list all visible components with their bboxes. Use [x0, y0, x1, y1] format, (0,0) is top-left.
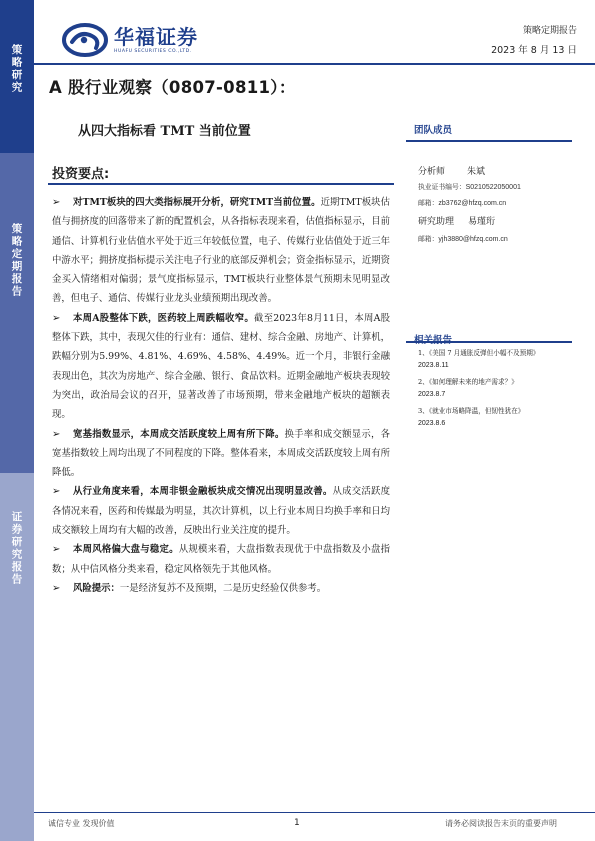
- company-logo: [62, 22, 198, 58]
- key-point-lead: 从行业角度来看，本周非银金融板块成交情况出现明显改善。: [73, 486, 333, 498]
- report-type: 策略定期报告: [522, 26, 577, 36]
- side-label-strategy: 策略研究: [0, 0, 34, 153]
- related-report-item[interactable]: [418, 376, 568, 398]
- key-point-text: 一是经济复苏不及预期，二是历史经验仅供参考。: [119, 582, 327, 594]
- key-point-text: 截至2023年8月11日，本周A股整体下跌，其中，表现欠佳的行业有：通信、建材、综合金融、房地产、计算机，跌幅分别为5.99%、4.81%、4.69%、4.58%、4.49%。近一个月，非银行金融表现出色，其次为房地产、综合金融、银行、食品饮料。近期金融地产板块表现较为突出，政治局会议的召开，显著改善了市场预期，带来金融地产板块的超额表现。: [52, 312, 390, 421]
- company-name-cn: 华福证券: [114, 25, 198, 49]
- related-report-title: 1、《美国 7 月通胀反弹但小幅不及预期》: [418, 349, 540, 357]
- footer-slogan: 诚信专业 发现价值: [48, 819, 115, 828]
- assistant-name: 易瑾珩: [468, 217, 496, 227]
- key-point-item: [52, 540, 390, 579]
- related-report-date: 2023.8.6: [418, 420, 446, 427]
- analyst-card: [418, 164, 521, 207]
- page-title: A 股行业观察（0807-0811）：: [49, 78, 296, 97]
- key-point-lead: 本周风格偏大盘与稳定。: [73, 544, 179, 556]
- related-report-date: 2023.8.11: [418, 362, 449, 369]
- arrow-bullet-icon: ➢: [52, 312, 61, 324]
- related-report-title: 2、《如何理解未来的地产需求？》: [418, 378, 518, 386]
- assistant-card: [418, 214, 508, 243]
- key-point-lead: 本周A股整体下跌，医药较上周跌幅收窄。: [73, 312, 254, 324]
- analyst-role: 分析师: [418, 167, 446, 177]
- header-divider: [34, 63, 595, 65]
- cert-number: S0210522050001: [465, 184, 521, 191]
- key-point-text: 近期TMT板块估值与拥挤度的回落带来了新的配置机会，从各指标表现来看，估值指标显示，目前通信、计算机行业估值水平处于近三年较低位置，电子、传媒行业估值处于近三年中游水平；拥挤度指标提示关注电子行业的底部反弹机会；资金指标显示，近期资金买入情绪相对偏弱；景气度指标显示，TMT板块行业整体景气预期未见明显改善，但电子、通信、传媒行业龙头业绩预期出现改善。: [52, 197, 390, 305]
- key-point-text: 换手率和成交额显示，各宽基指数较上周均出现了不同程度的下降。整体看来，本周成交活跃度较上周有所降低。: [52, 428, 390, 479]
- key-point-lead: 风险提示：: [73, 582, 120, 594]
- key-point-lead: 宽基指数显示，本周成交活跃度较上周有所下降。: [73, 428, 285, 440]
- logo-swirl-icon: [62, 22, 108, 58]
- key-point-item: [52, 579, 390, 598]
- assistant-email[interactable]: yjh3880@hfzq.com.cn: [438, 236, 508, 243]
- side-bar: [0, 0, 34, 841]
- side-label-periodic: 策略定期报告: [0, 153, 34, 473]
- assistant-role: 研究助理: [418, 217, 455, 227]
- related-report-title: 3、《就业市场略降温，但韧性犹在》: [418, 407, 525, 415]
- cert-label: 执业证书编号：: [418, 183, 466, 191]
- key-points-list: [52, 193, 390, 598]
- email-label: 邮箱：: [418, 199, 439, 207]
- key-point-item: [52, 193, 390, 309]
- arrow-bullet-icon: ➢: [52, 197, 61, 208]
- key-point-text: 从规模来看，大盘指数表现优于中盘指数及小盘指数；从中信风格分类来看，稳定风格领先于其他风格。: [52, 544, 390, 575]
- related-report-item[interactable]: [418, 347, 568, 369]
- footer-divider: [34, 812, 595, 813]
- related-reports-list: [418, 347, 568, 434]
- team-heading: 团队成员: [414, 125, 453, 136]
- key-point-item: [52, 482, 390, 540]
- arrow-bullet-icon: ➢: [52, 428, 61, 440]
- related-divider: [406, 341, 572, 343]
- analyst-email[interactable]: zb3762@hfzq.com.cn: [438, 200, 507, 207]
- related-reports-heading: [414, 332, 452, 346]
- team-divider: [406, 140, 572, 142]
- arrow-bullet-icon: ➢: [52, 486, 61, 498]
- report-date: 2023 年 8 月 13 日: [491, 45, 577, 56]
- email-label: 邮箱：: [418, 235, 439, 243]
- key-point-item: [52, 309, 390, 425]
- related-report-item[interactable]: [418, 405, 568, 427]
- arrow-bullet-icon: ➢: [52, 582, 61, 594]
- page-number: 1: [294, 818, 300, 828]
- analyst-name: 朱斌: [467, 167, 486, 177]
- company-name-en: HUAFU SECURITIES CO.,LTD.: [114, 49, 192, 54]
- key-point-item: [52, 425, 390, 483]
- related-report-date: 2023.8.7: [418, 391, 446, 398]
- key-point-text: 从成交活跃度各情况来看，医药和传媒最为明显，其次计算机，以上行业本周日均换手率和日均成交额较上周均有大幅的改善，反映出行业关注度的提升。: [52, 486, 390, 537]
- arrow-bullet-icon: ➢: [52, 544, 61, 556]
- page-subtitle: 从四大指标看 TMT 当前位置: [78, 124, 251, 139]
- side-label-securities: 证券研究报告: [0, 473, 34, 841]
- key-points-divider: [48, 183, 394, 185]
- key-point-lead: 对TMT板块的四大类指标展开分析，研究TMT当前位置。: [73, 197, 321, 208]
- key-points-heading: 投资要点:: [52, 167, 110, 182]
- footer-disclaimer: 请务必阅读报告末页的重要声明: [445, 819, 557, 828]
